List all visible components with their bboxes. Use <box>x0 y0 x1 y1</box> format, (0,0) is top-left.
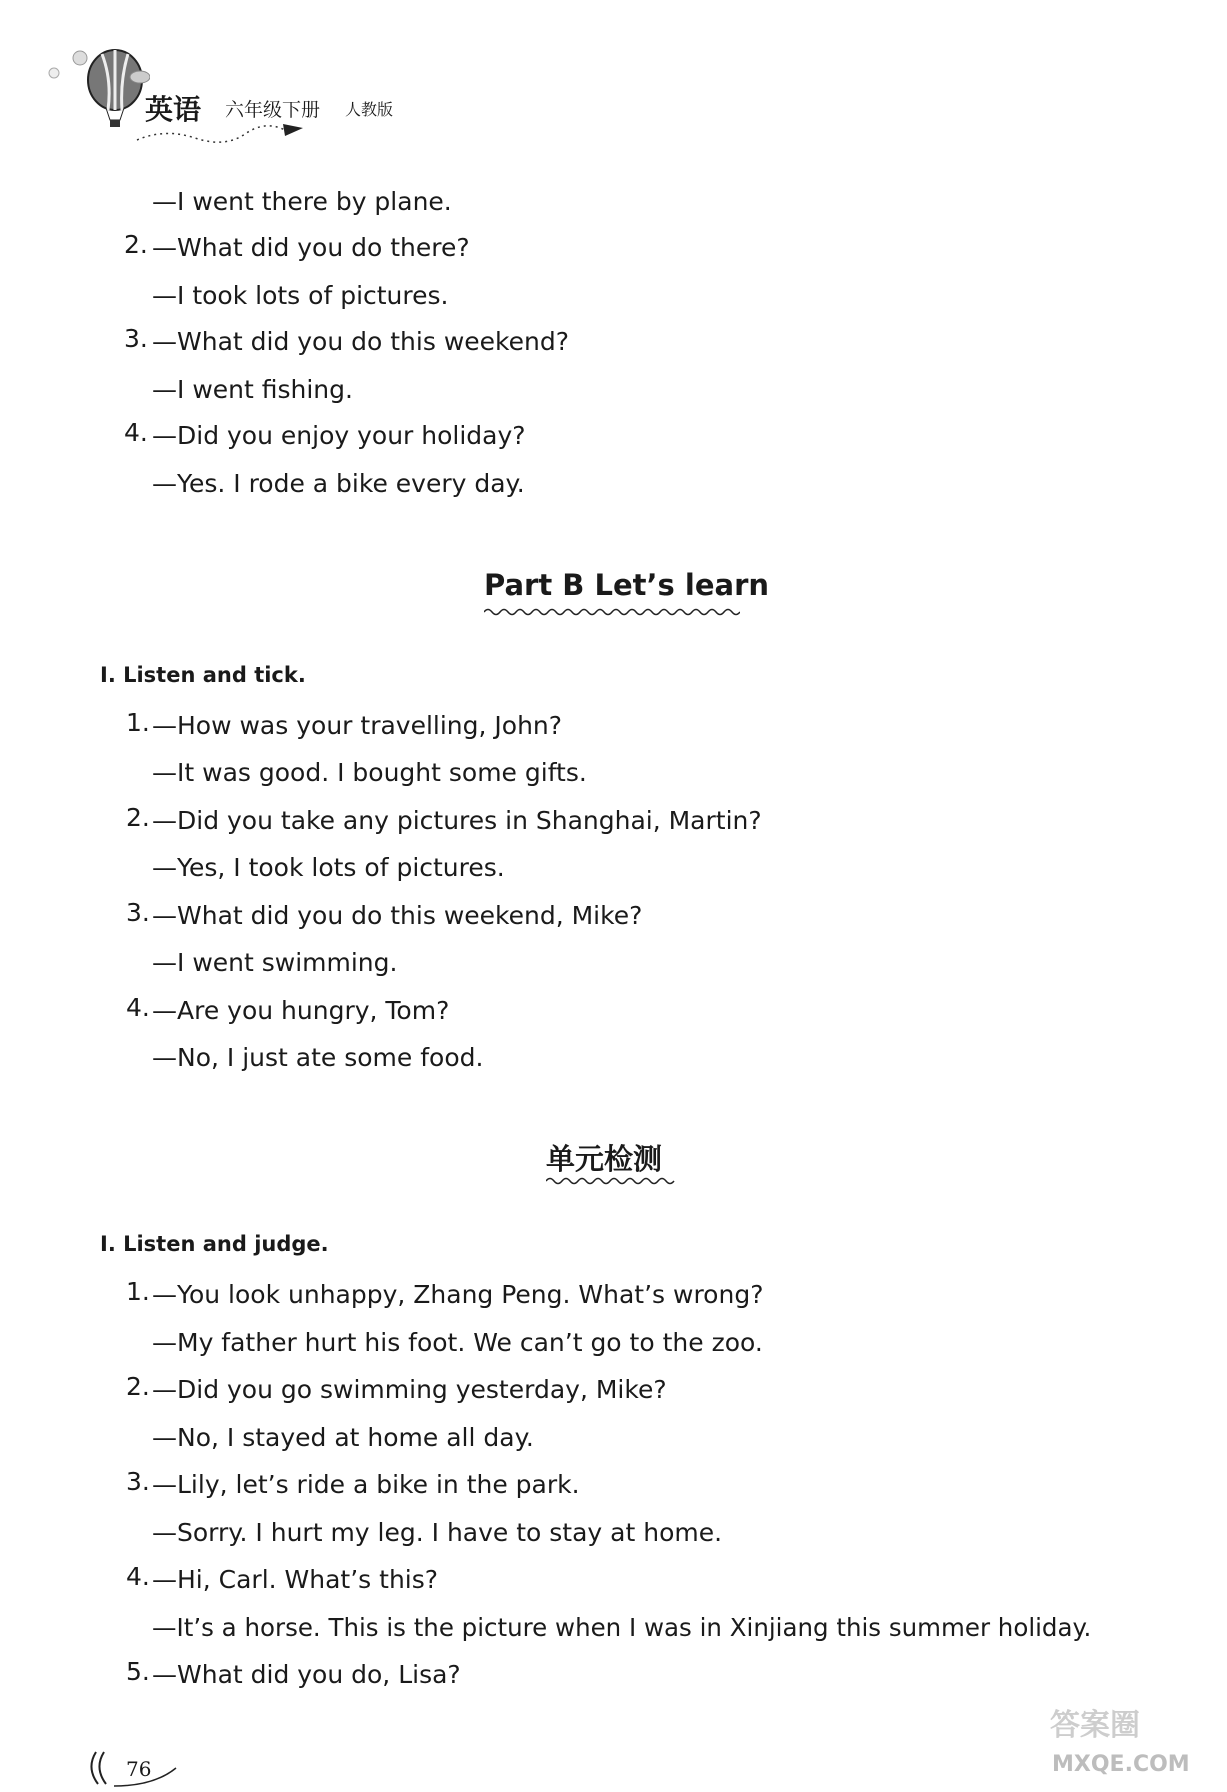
item-number: 5. <box>126 1657 150 1686</box>
dialogue-line: —What did you do there? <box>152 233 470 262</box>
section-title-unit-test: 单元检测 <box>546 1142 663 1176</box>
dialogue-line: —I went swimming. <box>152 948 398 977</box>
dialogue-line: —Did you enjoy your holiday? <box>152 421 526 450</box>
dialogue-line: —Lily, let’s ride a bike in the park. <box>152 1470 580 1499</box>
item-number: 4. <box>124 418 148 447</box>
subject-title: 英语 <box>145 93 202 126</box>
dialogue-line: —No, I stayed at home all day. <box>152 1423 534 1452</box>
dialogue-line: —You look unhappy, Zhang Peng. What’s wrong? <box>152 1280 764 1309</box>
item-number: 1. <box>126 1277 150 1306</box>
dialogue-line: —Hi, Carl. What’s this? <box>152 1565 439 1594</box>
dialogue-line: —No, I just ate some food. <box>152 1043 484 1072</box>
item-number: 2. <box>126 1372 150 1401</box>
item-number: 3. <box>124 324 148 353</box>
dialogue-line: —What did you do, Lisa? <box>152 1660 461 1689</box>
dialogue-line: —Yes. I rode a bike every day. <box>152 469 525 498</box>
wavy-underline <box>484 606 740 618</box>
section-instruction: Ⅰ. Listen and tick. <box>100 663 306 687</box>
item-number: 1. <box>126 708 150 737</box>
item-number: 3. <box>126 898 150 927</box>
dialogue-line: —Yes, I took lots of pictures. <box>152 853 505 882</box>
grade-label: 六年级下册 <box>225 99 321 121</box>
dialogue-line: —Did you go swimming yesterday, Mike? <box>152 1375 667 1404</box>
page-number: 76 <box>126 1757 152 1781</box>
dialogue-line: —I took lots of pictures. <box>152 281 449 310</box>
dotted-plane-trail-icon <box>135 118 305 148</box>
hot-air-balloon-icon <box>40 40 150 140</box>
wavy-underline <box>546 1175 676 1187</box>
item-number: 4. <box>126 1562 150 1591</box>
page-header <box>40 40 460 160</box>
dialogue-line: —It was good. I bought some gifts. <box>152 758 587 787</box>
section-instruction: Ⅰ. Listen and judge. <box>100 1232 329 1256</box>
item-number: 4. <box>126 993 150 1022</box>
item-number: 2. <box>124 230 148 259</box>
dialogue-line: —Are you hungry, Tom? <box>152 996 450 1025</box>
section-title-part-b: Part B Let’s learn <box>484 568 770 602</box>
dialogue-line: —My father hurt his foot. We can’t go to the zoo. <box>152 1328 763 1357</box>
dialogue-line: —I went there by plane. <box>152 187 452 216</box>
dialogue-line: —Sorry. I hurt my leg. I have to stay at home. <box>152 1518 723 1547</box>
watermark-logo: 答案圈 <box>1050 1708 1140 1743</box>
dialogue-line: —It’s a horse. This is the picture when I was in Xinjiang this summer holiday. <box>152 1613 1092 1642</box>
dialogue-line: —I went fishing. <box>152 375 353 404</box>
dialogue-line: —What did you do this weekend? <box>152 327 569 356</box>
item-number: 2. <box>126 803 150 832</box>
item-number: 3. <box>126 1467 150 1496</box>
dialogue-line: —What did you do this weekend, Mike? <box>152 901 643 930</box>
dialogue-line: —Did you take any pictures in Shanghai, Martin? <box>152 806 762 835</box>
edition-label: 人教版 <box>345 100 394 119</box>
dialogue-line: —How was your travelling, John? <box>152 711 563 740</box>
watermark-url: MXQE.COM <box>1052 1752 1190 1777</box>
